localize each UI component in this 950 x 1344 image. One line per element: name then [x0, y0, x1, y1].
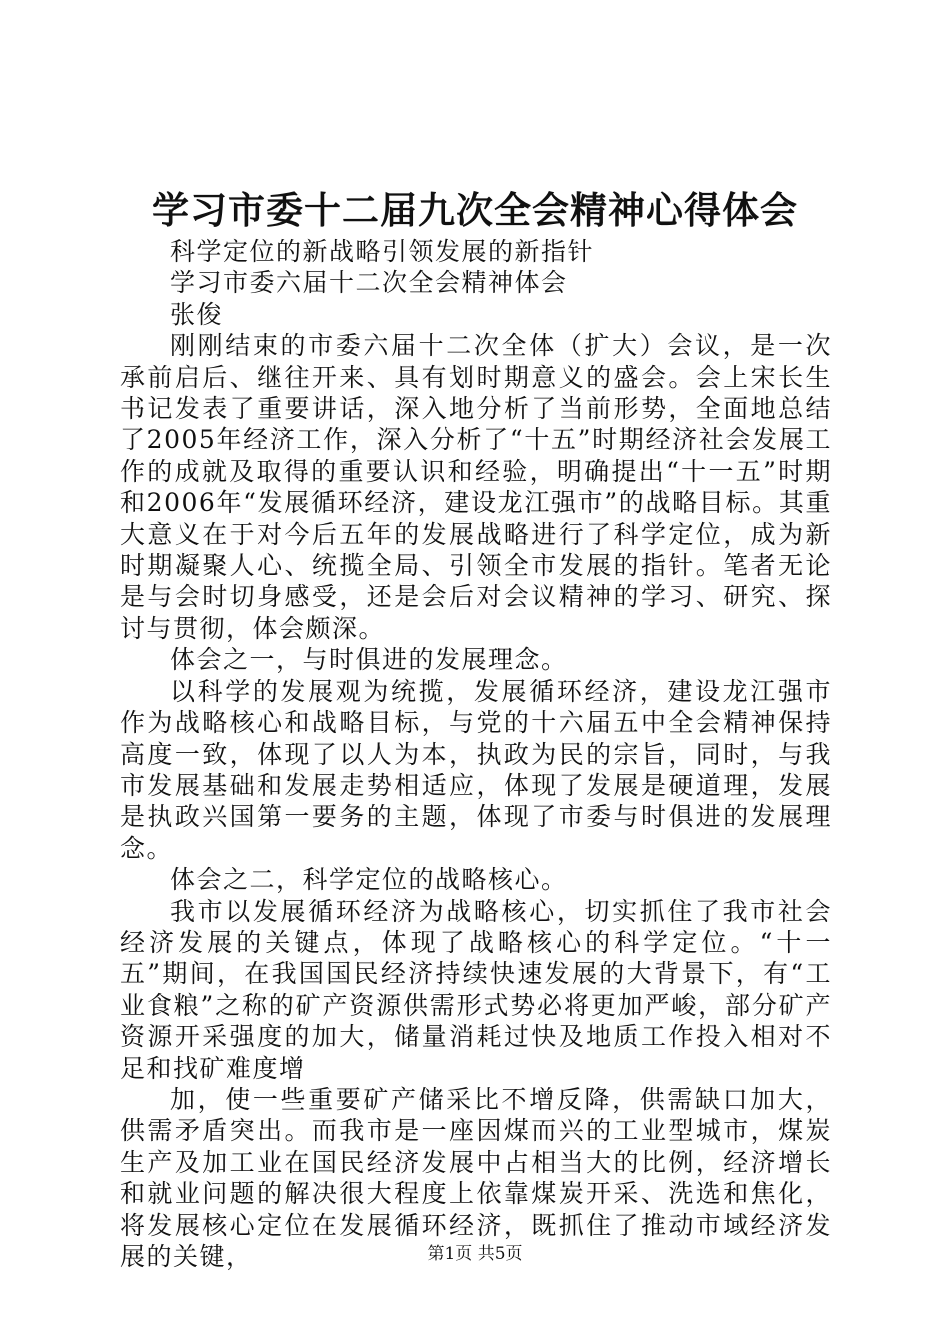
section-heading: 体会之二，科学定位的战略核心。: [170, 865, 568, 895]
document-title: 学习市委十二届九次全会精神心得体会: [152, 188, 798, 232]
document-body: [120, 236, 832, 1272]
page-number-footer: 第1页 共5页: [427, 1244, 523, 1264]
subtitle-line: 学习市委六届十二次全会精神体会: [170, 268, 568, 298]
section-heading: 体会之一，与时俱进的发展理念。: [170, 645, 568, 675]
author-name: 张俊: [170, 299, 224, 329]
body-paragraph: 加，使一些重要矿产储采比不增反降，供需缺口加大，供需矛盾突出。而我市是一座因煤而兴的工业型城市，煤炭生产及加工业在国民经济发展中占相当大的比例，经济增长和就业问题的解决很大程度上依靠煤炭开采、洗选和焦化，将发展核心定位在发展循环经济，既抓住了推动市域经济发展的关键，: [120, 1084, 832, 1271]
body-paragraph: 以科学的发展观为统揽，发展循环经济，建设龙江强市作为战略核心和战略目标，与党的十六届五中全会精神保持高度一致，体现了以人为本，执政为民的宗旨，同时，与我市发展基础和发展走势相适应，体现了发展是硬道理，发展是执政兴国第一要务的主题，体现了市委与时俱进的发展理念。: [120, 676, 832, 863]
body-paragraph: 我市以发展循环经济为战略核心，切实抓住了我市社会经济发展的关键点，体现了战略核心的科学定位。“十一五”期间，在我国国民经济持续快速发展的大背景下，有“工业食粮”之称的矿产资源供需形式势必将更加严峻，部分矿产资源开采强度的加大，储量消耗过快及地质工作投入相对不足和找矿难度增: [120, 896, 832, 1083]
body-paragraph: 刚刚结束的市委六届十二次全体（扩大）会议，是一次承前启后、继往开来、具有划时期意义的盛会。会上宋长生书记发表了重要讲话，深入地分析了当前形势，全面地总结了2005年经济工作，深入分析了“十五”时期经济社会发展工作的成就及取得的重要认识和经验，明确提出“十一五”时期和2006年“发展循环经济，建设龙江强市”的战略目标。其重大意义在于对今后五年的发展战略进行了科学定位，成为新时期凝聚人心、统揽全局、引领全市发展的指针。笔者无论是与会时切身感受，还是会后对会议精神的学习、研究、探讨与贯彻，体会颇深。: [120, 331, 832, 643]
subtitle-line: 科学定位的新战略引领发展的新指针: [170, 237, 595, 266]
